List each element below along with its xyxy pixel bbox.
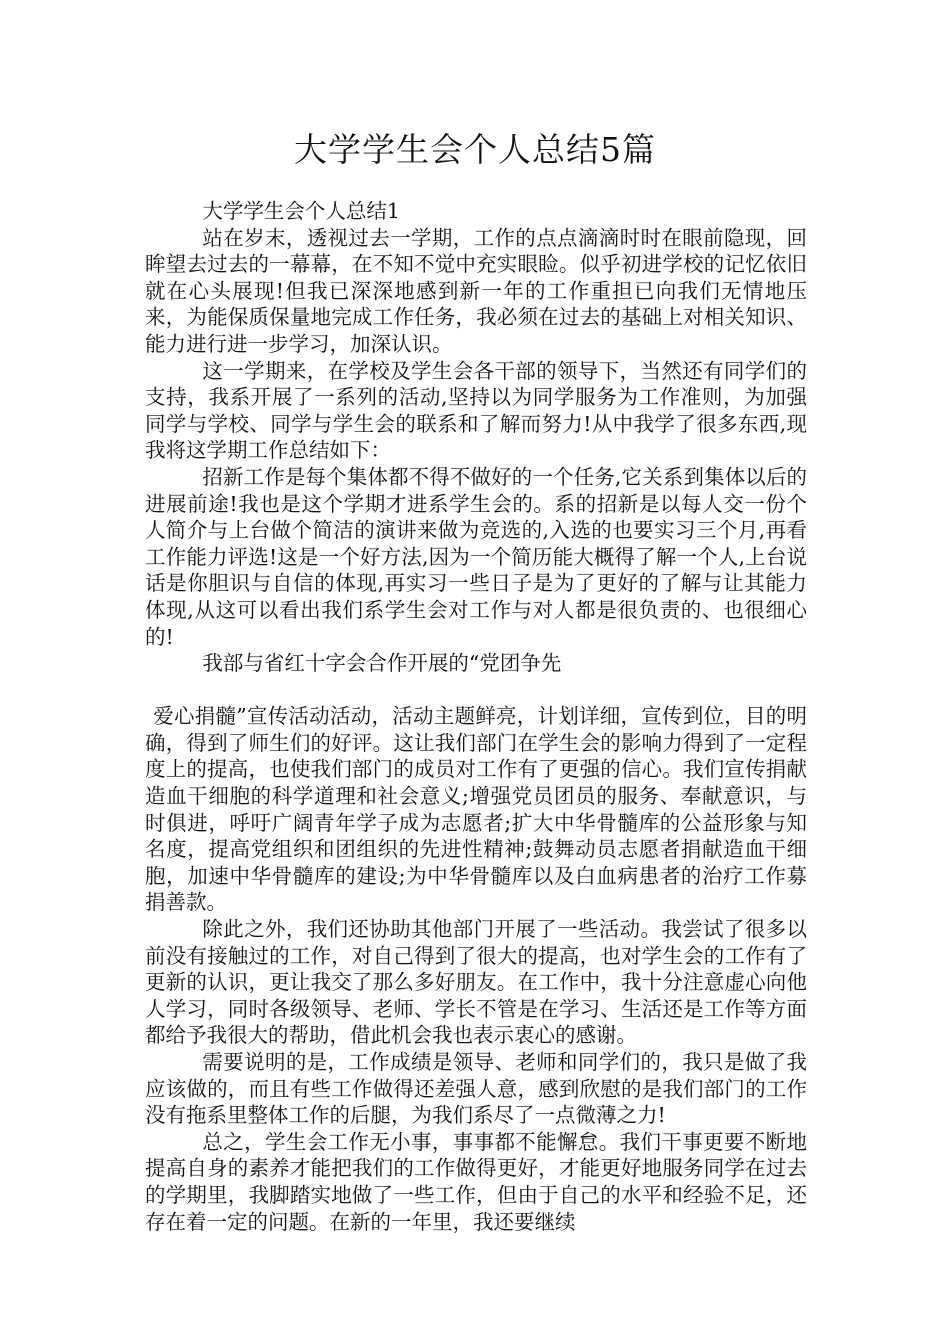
paragraph: 站在岁末，透视过去一学期，工作的点点滴滴时时在眼前隐现，回眸望去过去的一幕幕，在不知不觉中充实眼睑。似乎初进学校的记忆依旧就在心头展现!但我已深深地感到新一年的工作重担已向我们无情地压来，为能保质保量地完成工作任务，我必须在过去的基础上对相关知识、能力进行进一步学习，加深认识。: [145, 225, 807, 356]
document-body: [145, 198, 807, 1235]
paragraph-gap: [145, 677, 807, 704]
paragraph: 总之，学生会工作无小事，事事都不能懈怠。我们干事更要不断地提高自身的素养才能把我们的工作做得更好，才能更好地服务同学在过去的学期里，我脚踏实地做了一些工作，但由于自己的水平和经验不足，还存在着一定的问题。在新的一年里，我还要继续: [145, 1129, 807, 1234]
paragraph: 招新工作是每个集体都不得不做好的一个任务,它关系到集体以后的进展前途!我也是这个学期才进系学生会的。系的招新是以每人交一份个人简介与上台做个简洁的演讲来做为竞选的,入选的也要实习三个月,再看工作能力评选!这是一个好方法,因为一个简历能大概得了解一个人,上台说话是你胆识与自信的体现,再实习一些日子是为了更好的了解与让其能力体现,从这可以看出我们系学生会对工作与对人都是很负责的、也很细心的!: [145, 464, 807, 649]
document-title: 大学学生会个人总结5篇: [294, 130, 656, 169]
paragraph-continuation: 爱心捐髓”宣传活动活动，活动主题鲜亮，计划详细，宣传到位，目的明确，得到了师生们的好评。这让我们部门在学生会的影响力得到了一定程度上的提高，也使我们部门的成员对工作有了更强的信心。我们宣传捐献造血干细胞的科学道理和社会意义;增强党员团员的服务、奉献意识，与时俱进，呼吁广阔青年学子成为志愿者;扩大中华骨髓库的公益形象与知名度，提高党组织和团组织的先进性精神;鼓舞动员志愿者捐献造血干细胞，加速中华骨髓库的建设;为中华骨髓库以及白血病患者的治疗工作募捐善款。: [145, 704, 807, 915]
paragraph: 这一学期来，在学校及学生会各干部的领导下，当然还有同学们的支持，我系开展了一系列的活动,坚持以为同学服务为工作准则，为加强同学与学校、同学与学生会的联系和了解而努力!从中我学了很多东西,现我将这学期工作总结如下：: [145, 358, 807, 463]
paragraph: 除此之外，我们还协助其他部门开展了一些活动。我尝试了很多以前没有接触过的工作，对自己得到了很大的提高，也对学生会的工作有了更新的认识，更让我交了那么多好朋友。在工作中，我十分注意虚心向他人学习，同时各级领导、老师、学长不管是在学习、生活还是工作等方面都给予我很大的帮助，借此机会我也表示衷心的感谢。: [145, 917, 807, 1048]
section-heading: 大学学生会个人总结1: [202, 199, 400, 223]
paragraph: 需要说明的是，工作成绩是领导、老师和同学们的，我只是做了我应该做的，而且有些工作做得还差强人意，感到欣慰的是我们部门的工作没有拖系里整体工作的后腿，为我们系尽了一点微薄之力!: [145, 1050, 807, 1128]
paragraph: 我部与省红十字会合作开展的“党团争先: [202, 651, 562, 676]
